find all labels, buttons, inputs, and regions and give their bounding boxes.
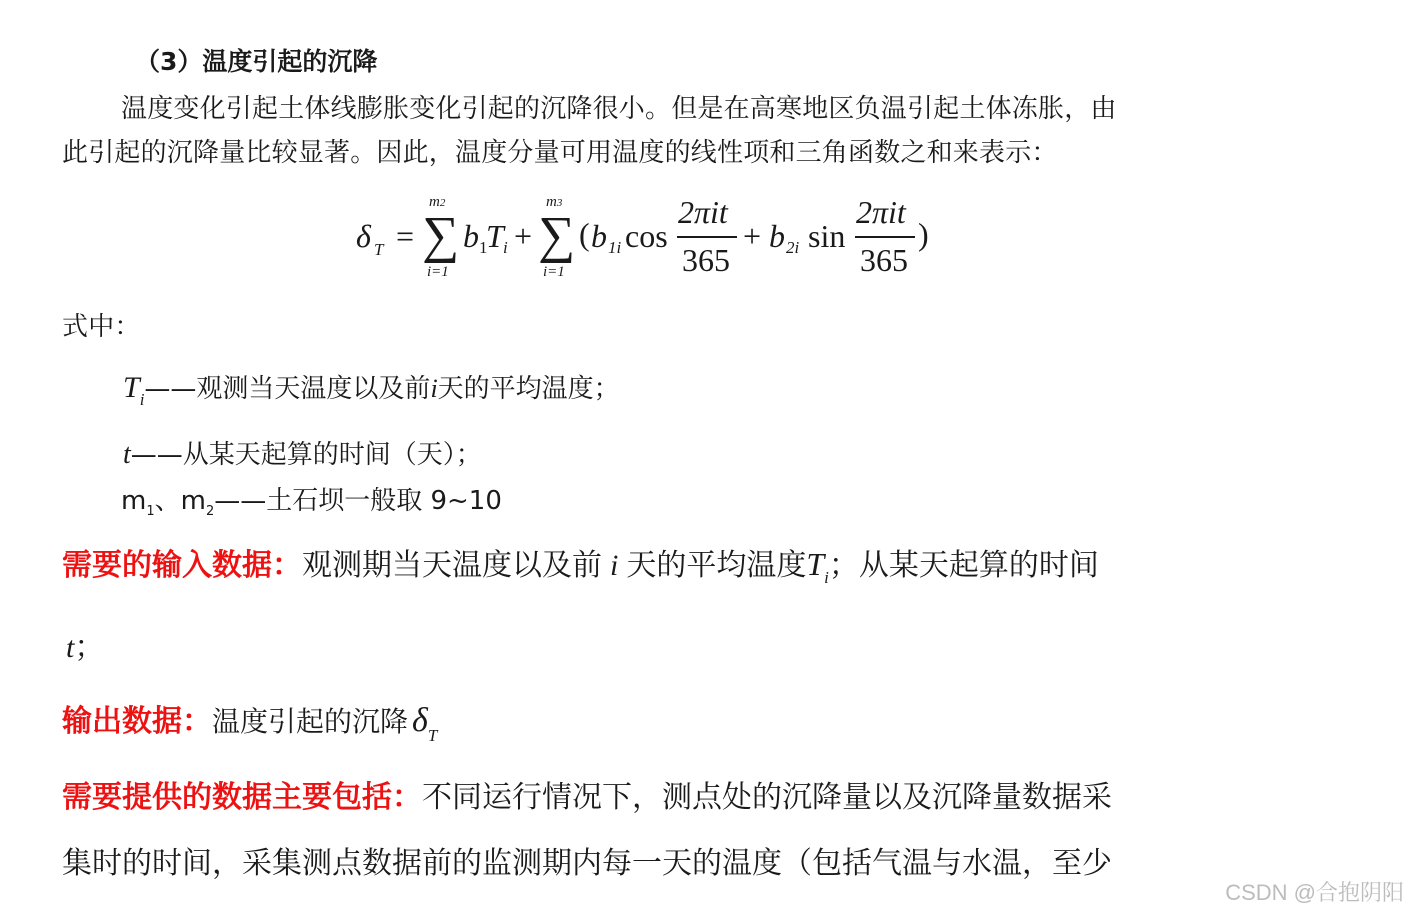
output-data-var-sub: T <box>427 726 438 745</box>
formula-plus-1: + <box>514 218 533 254</box>
sum2-lower: i=1 <box>543 264 565 280</box>
frac2-denominator: 365 <box>860 242 908 278</box>
input-data-var-T: T <box>806 546 825 582</box>
temperature-formula <box>350 190 950 290</box>
input-data-text-b: 天的平均温度 <box>626 548 807 583</box>
t-symbol: t <box>123 439 131 470</box>
term3-b: b <box>769 218 785 254</box>
term1-b-sub: 1 <box>479 238 488 257</box>
where-label: 式中： <box>62 312 141 342</box>
definition-Ti <box>123 368 620 409</box>
output-data-var: δ <box>412 702 428 739</box>
m-desc: ——土石坝一般取 9~10 <box>214 486 502 516</box>
formula-plus-2: + <box>743 218 762 254</box>
input-data-line-1 <box>62 540 1099 587</box>
term3-b-sub: 2i <box>786 238 800 257</box>
definition-m <box>121 480 502 517</box>
Ti-desc-a: ——观测当天温度以及前 <box>144 374 431 404</box>
output-data-label: 输出数据： <box>62 704 212 739</box>
formula-open-paren: ( <box>579 216 590 252</box>
m2-sub: 2 <box>205 504 215 519</box>
term1-T: T <box>486 218 504 254</box>
output-data-text: 温度引起的沉降 <box>212 705 409 738</box>
term1-T-sub: i <box>503 238 508 257</box>
term1-b: b <box>463 218 479 254</box>
intro-line-1: 温度变化引起土体线膨胀变化引起的沉降很小。但是在高寒地区负温引起土体冻胀，由 <box>121 94 1117 124</box>
formula-equals: = <box>396 218 415 254</box>
frac1-bar <box>677 236 737 238</box>
Ti-desc-b: 天的平均温度； <box>437 374 620 404</box>
formula-sin: sin <box>808 218 846 254</box>
sum1-sigma: ∑ <box>422 207 460 264</box>
term2-b: b <box>591 218 607 254</box>
input-data-var-i: i <box>610 549 619 582</box>
formula-lhs-sub: T <box>374 240 384 259</box>
Ti-symbol: T <box>123 371 140 404</box>
intro-line-2: 此引起的沉降量比较显著。因此，温度分量可用温度的线性项和三角函数之和来表示： <box>62 138 1058 168</box>
sum2-upper: m3 <box>546 194 563 210</box>
input-data-text-d: ； <box>74 630 105 665</box>
frac2-numerator: 2πit <box>856 194 906 230</box>
csdn-watermark: CSDN @合抱阴阳 <box>1225 880 1404 905</box>
sum1-upper: m2 <box>429 194 446 210</box>
output-data-line <box>62 696 438 745</box>
input-data-line-2 <box>66 622 104 666</box>
m1-label: m <box>121 486 147 516</box>
input-data-text-a: 观测期当天温度以及前 <box>302 548 602 583</box>
input-data-var-T-sub: i <box>824 568 829 587</box>
formula-cos: cos <box>625 218 668 254</box>
Ti-desc-i: i <box>430 374 438 403</box>
provide-data-line-1 <box>62 772 1112 816</box>
section-heading: （3）温度引起的沉降 <box>135 47 378 76</box>
sum1-lower: i=1 <box>427 264 449 280</box>
term2-b-sub: 1i <box>608 238 622 257</box>
input-data-var-t: t <box>66 631 75 664</box>
frac1-numerator: 2πit <box>678 194 728 230</box>
formula-close-paren: ) <box>918 216 929 252</box>
frac2-bar <box>855 236 915 238</box>
t-desc: ——从某天起算的时间（天）； <box>130 440 482 470</box>
provide-data-label: 需要提供的数据主要包括： <box>62 780 422 815</box>
frac1-denominator: 365 <box>682 242 730 278</box>
input-data-label: 需要的输入数据： <box>62 548 302 583</box>
definition-t <box>123 434 482 471</box>
m1-sub: 1 <box>146 504 155 519</box>
input-data-text-c: ；从某天起算的时间 <box>828 548 1099 583</box>
Ti-sub: i <box>139 390 145 409</box>
sum2-sigma: ∑ <box>538 207 576 264</box>
m2-label: 、m <box>154 486 206 516</box>
provide-data-text-1: 不同运行情况下，测点处的沉降量以及沉降量数据采 <box>422 780 1112 815</box>
formula-lhs-delta: δ <box>356 218 371 254</box>
provide-data-line-2: 集时的时间，采集测点数据前的监测期内每一天的温度（包括气温与水温，至少 <box>62 846 1112 881</box>
